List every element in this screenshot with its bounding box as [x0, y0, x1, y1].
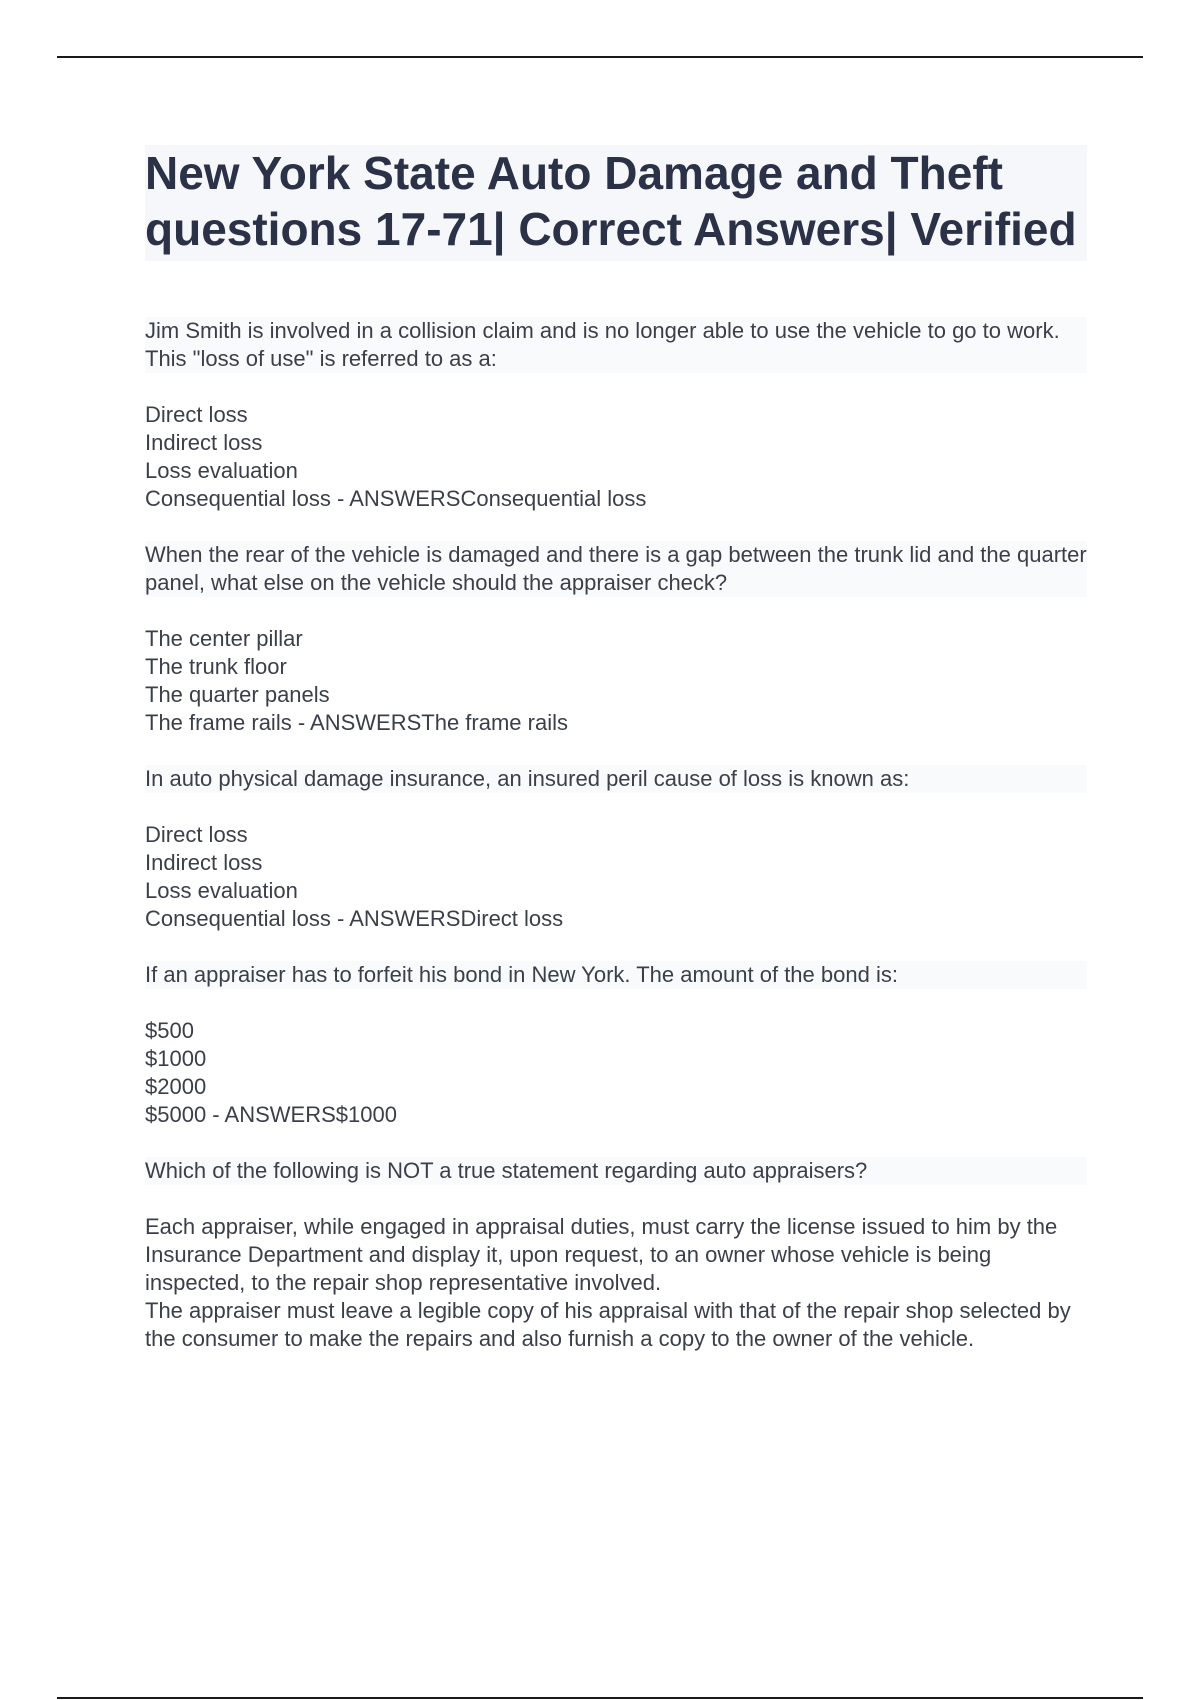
answer-option: $2000	[145, 1074, 207, 1099]
question-text: Jim Smith is involved in a collision claim and is no longer able to use the vehicle to go to work. This "loss of use" is referred to as a:	[145, 317, 1087, 373]
question-block	[145, 961, 1087, 1129]
answer-option: $1000	[145, 1046, 207, 1071]
question-block	[145, 765, 1087, 933]
answer-paragraph: Each appraiser, while engaged in appraisal duties, must carry the license issued to him by the Insurance Department and display it, upon request, to an owner whose vehicle is being inspected, to the repair shop representative involved.	[145, 1214, 1058, 1295]
answer-option: $500	[145, 1018, 194, 1043]
answer-option: Indirect loss	[145, 850, 263, 875]
answer-option-with-answer: Consequential loss - ANSWERSDirect loss	[145, 906, 564, 931]
title-block	[145, 145, 1087, 261]
answer-paragraph: The appraiser must leave a legible copy of his appraisal with that of the repair shop selected by the consumer to make the repairs and also furnish a copy to the owner of the vehicle.	[145, 1298, 1071, 1351]
answer-option-with-answer: The frame rails - ANSWERSThe frame rails	[145, 710, 568, 735]
question-block	[145, 541, 1087, 737]
answer-option: The quarter panels	[145, 682, 330, 707]
question-block	[145, 1157, 1087, 1353]
answer-option-with-answer: $5000 - ANSWERS$1000	[145, 1102, 397, 1127]
answer-option: The center pillar	[145, 626, 303, 651]
answer-option: The trunk floor	[145, 654, 287, 679]
answer-option: Loss evaluation	[145, 458, 298, 483]
question-text: Which of the following is NOT a true statement regarding auto appraisers?	[145, 1157, 1087, 1185]
bottom-rule	[57, 1697, 1143, 1699]
answer-option: Direct loss	[145, 822, 248, 847]
question-block	[145, 317, 1087, 513]
question-text: When the rear of the vehicle is damaged and there is a gap between the trunk lid and the quarter panel, what else on the vehicle should the appraiser check?	[145, 542, 1087, 595]
answer-option: Indirect loss	[145, 430, 263, 455]
document-body	[145, 145, 1087, 1381]
answer-option: Direct loss	[145, 402, 248, 427]
answer-option-with-answer: Consequential loss - ANSWERSConsequential loss	[145, 486, 647, 511]
top-rule	[57, 56, 1143, 58]
question-text: If an appraiser has to forfeit his bond in New York. The amount of the bond is:	[145, 961, 1087, 989]
document-title: New York State Auto Damage and Theft questions 17-71| Correct Answers| Verified	[145, 147, 1077, 255]
question-text: In auto physical damage insurance, an insured peril cause of loss is known as:	[145, 765, 1087, 793]
answer-option: Loss evaluation	[145, 878, 298, 903]
